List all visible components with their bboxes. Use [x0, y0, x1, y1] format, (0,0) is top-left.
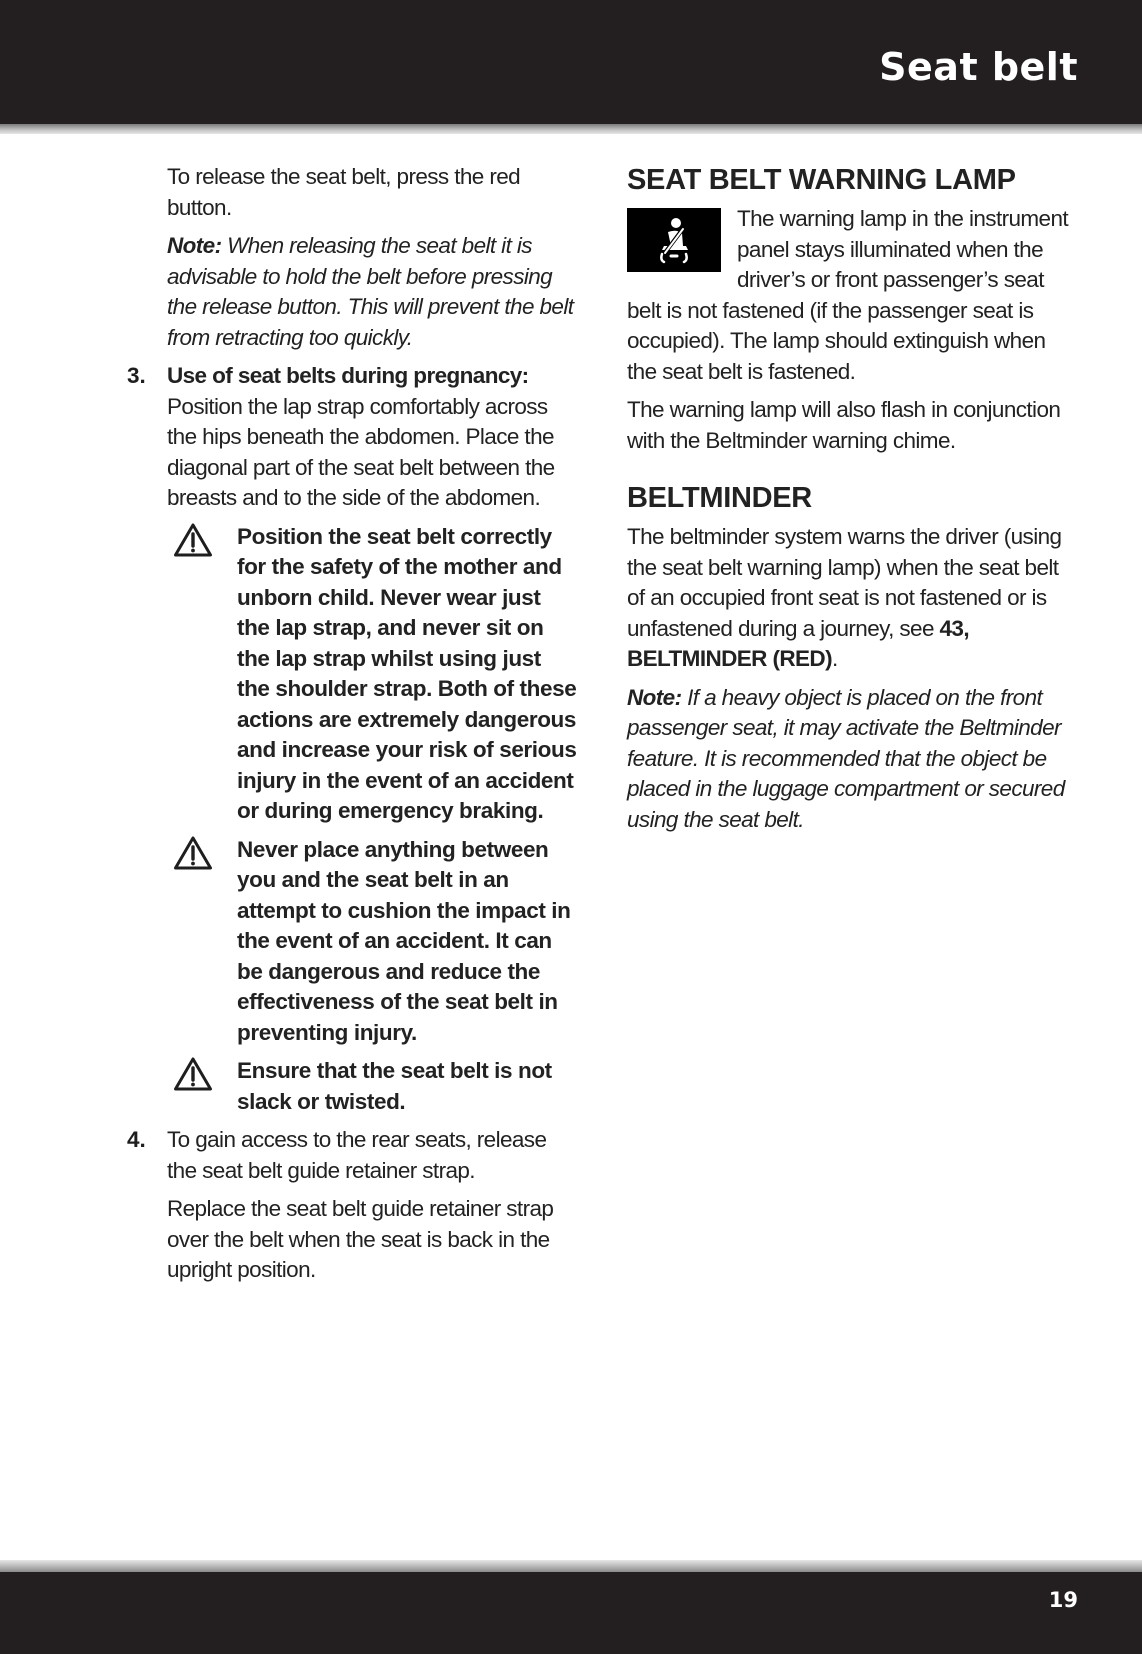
step-number: 4.	[127, 1127, 146, 1152]
note-release	[167, 231, 577, 353]
note-text: When releasing the seat belt it is advisable to hold the belt before pressing the release button. This will prevent the belt from retracting too quickly.	[167, 233, 574, 350]
seat-belt-warning-icon	[627, 208, 721, 272]
note-label: Note:	[627, 684, 682, 710]
warning-cushion	[167, 835, 577, 1049]
warning-lamp-flash-text: The warning lamp will also flash in conjunction with the Beltminder warning chime.	[627, 397, 1061, 453]
note-label: Note:	[167, 233, 222, 258]
warning-triangle-icon	[167, 1056, 237, 1117]
step-text: Position the lap strap comfortably across the hips beneath the abdomen. Place the diagonal part of the seat belt between the breasts and to the side of the abdomen.	[167, 393, 555, 510]
section-heading-warning-lamp: SEAT BELT WARNING LAMP	[627, 164, 1016, 196]
warning-text: Never place anything between you and the seat belt in an attempt to cushion the impact in the event of an accident. It can be dangerous and reduce the effectiveness of the seat belt in preventing injury.	[237, 836, 571, 1045]
warning-lamp-text: The warning lamp in the instrument panel stays illuminated when the driver’s or front passenger’s seat belt is not fastened (if the passenger seat is occupied). The lamp should extinguish when the seat belt is fastened.	[627, 206, 1069, 384]
step-text-continued: Replace the seat belt guide retainer strap over the belt when the seat is back in the upright position.	[167, 1196, 554, 1282]
step-number: 3.	[127, 363, 146, 388]
step-body	[167, 361, 577, 514]
step-body	[167, 1125, 577, 1286]
warning-slack	[167, 1056, 577, 1117]
footer-divider	[0, 1560, 1142, 1572]
warning-triangle-icon	[167, 522, 237, 827]
page-footer	[0, 1572, 1142, 1654]
release-instruction: To release the seat belt, press the red button.	[167, 164, 521, 220]
page-title: Seat belt	[879, 45, 1078, 89]
step-3	[127, 361, 577, 514]
note-beltminder	[627, 683, 1079, 836]
step-title: Use of seat belts during pregnancy:	[167, 363, 529, 388]
beltminder-text-before: The beltminder system warns the driver (using the seat belt warning lamp) when the seat belt of an occupied front seat is not fastened or is unfastened during a journey, see	[627, 524, 1062, 641]
warning-pregnancy	[167, 522, 577, 827]
step-4	[127, 1125, 577, 1286]
left-column	[127, 162, 577, 1286]
right-column	[627, 162, 1079, 835]
step-text: To gain access to the rear seats, release the seat belt guide retainer strap.	[167, 1127, 547, 1183]
page-number: 19	[1048, 1588, 1078, 1612]
header-divider	[0, 124, 1142, 134]
note-text: If a heavy object is placed on the front passenger seat, it may activate the Beltminder feature. It is recommended that the object be placed in the luggage compartment or secured using the seat belt.	[627, 684, 1065, 832]
beltminder-text	[627, 522, 1079, 675]
section-heading-beltminder: BELTMINDER	[627, 482, 812, 514]
warning-lamp-description	[627, 204, 1079, 387]
warning-text: Position the seat belt correctly for the safety of the mother and unborn child. Never wear just the lap strap, and never sit on the lap strap whilst using just the shoulder strap. Both of these actions are extremely dangerous and increase your risk of serious injury in the event of an accident or during emergency braking.	[237, 523, 577, 823]
warning-triangle-icon	[167, 835, 237, 1049]
warning-text: Ensure that the seat belt is not slack or twisted.	[237, 1058, 552, 1114]
beltminder-text-after: .	[831, 646, 838, 671]
beltminder-cross-reference[interactable]: 43, BELTMINDER (RED)	[627, 615, 969, 671]
